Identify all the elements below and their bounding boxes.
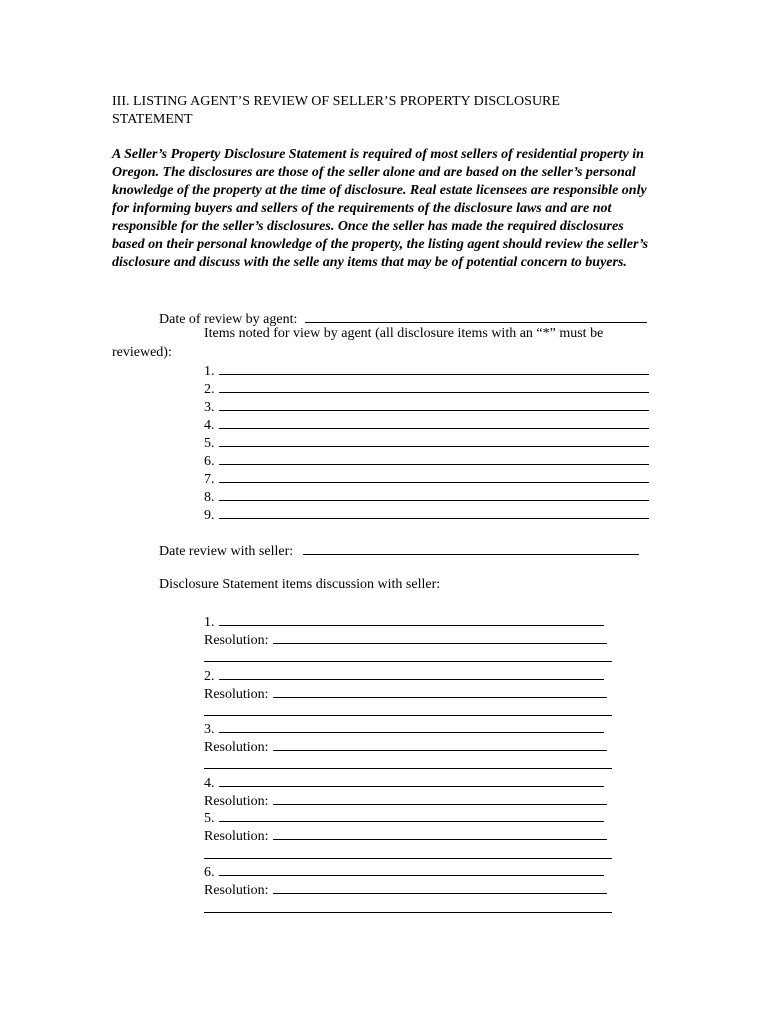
discussion-heading: Disclosure Statement items discussion with seller: [159,577,441,592]
review-date-field[interactable] [305,308,647,323]
list-item [204,432,649,450]
review-date-label: Date of review by agent: [159,312,298,327]
resolution-label: Resolution: [204,794,269,809]
discussion-number: 2. [204,669,215,684]
seller-review-row [159,540,639,561]
item-field[interactable] [219,396,649,411]
seller-review-label: Date review with seller: [159,544,294,559]
list-item [204,450,649,468]
intro-paragraph: A Seller’s Property Disclosure Statement is required of most sellers of residential property in Oregon. The disclosures are those of the seller alone and are based on the seller’s personal knowledge of the property at the time of disclosure. Real estate licensees are responsible only for informing buyers and sellers of the requirements of the disclosure laws and are not responsible for the seller’s disclosures. Once the seller has made the required disclosures based on their personal knowledge of the property, the listing agent should review the seller’s disclosure and discuss with the selle any items that may be of potential concern to buyers. [112,147,649,270]
agent-items-list [204,360,649,522]
list-item [204,414,649,432]
resolution-row [204,879,607,900]
list-item [204,468,649,486]
list-item [204,396,649,414]
discussion-field[interactable] [219,772,604,787]
item-number: 1. [204,364,215,379]
resolution-label: Resolution: [204,883,269,898]
resolution-field[interactable] [273,683,607,698]
discussion-field[interactable] [219,718,604,733]
resolution-label: Resolution: [204,829,269,844]
item-field[interactable] [219,432,649,447]
resolution-field[interactable] [273,879,607,894]
resolution-row [204,629,607,650]
item-field[interactable] [219,468,649,483]
discussion-number: 1. [204,615,215,630]
items-note-continued: reviewed): [112,345,172,360]
discussion-number: 5. [204,811,215,826]
resolution-row [204,683,607,704]
items-note: Items noted for view by agent (all disclosure items with an “*” must be [204,326,604,341]
item-field[interactable] [219,486,649,501]
resolution-extra-line[interactable] [204,715,612,716]
list-item [204,504,649,522]
resolution-label: Resolution: [204,633,269,648]
resolution-field[interactable] [273,629,607,644]
discussion-field[interactable] [219,861,604,876]
resolution-extra-line[interactable] [204,768,612,769]
resolution-field[interactable] [273,790,607,805]
resolution-label: Resolution: [204,740,269,755]
discussion-number: 6. [204,865,215,880]
resolution-row [204,825,607,846]
section-title: III. LISTING AGENT’S REVIEW OF SELLER’S PROPERTY DISCLOSURE STATEMENT [112,94,560,127]
list-item [204,360,649,378]
item-field[interactable] [219,504,649,519]
seller-review-field[interactable] [303,540,639,555]
resolution-extra-line[interactable] [204,912,612,913]
item-number: 3. [204,400,215,415]
list-item [204,486,649,504]
item-number: 8. [204,490,215,505]
item-field[interactable] [219,378,649,393]
item-number: 4. [204,418,215,433]
resolution-extra-line[interactable] [204,661,612,662]
discussion-field[interactable] [219,807,604,822]
discussion-field[interactable] [219,611,604,626]
list-item [204,378,649,396]
discussion-number: 3. [204,722,215,737]
item-number: 2. [204,382,215,397]
item-field[interactable] [219,450,649,465]
discussion-number: 4. [204,776,215,791]
item-field[interactable] [219,360,649,375]
discussion-field[interactable] [219,665,604,680]
item-number: 6. [204,454,215,469]
resolution-field[interactable] [273,825,607,840]
item-number: 9. [204,508,215,523]
resolution-extra-line[interactable] [204,858,612,859]
resolution-label: Resolution: [204,687,269,702]
resolution-field[interactable] [273,736,607,751]
item-field[interactable] [219,414,649,429]
item-number: 7. [204,472,215,487]
resolution-row [204,736,607,757]
item-number: 5. [204,436,215,451]
